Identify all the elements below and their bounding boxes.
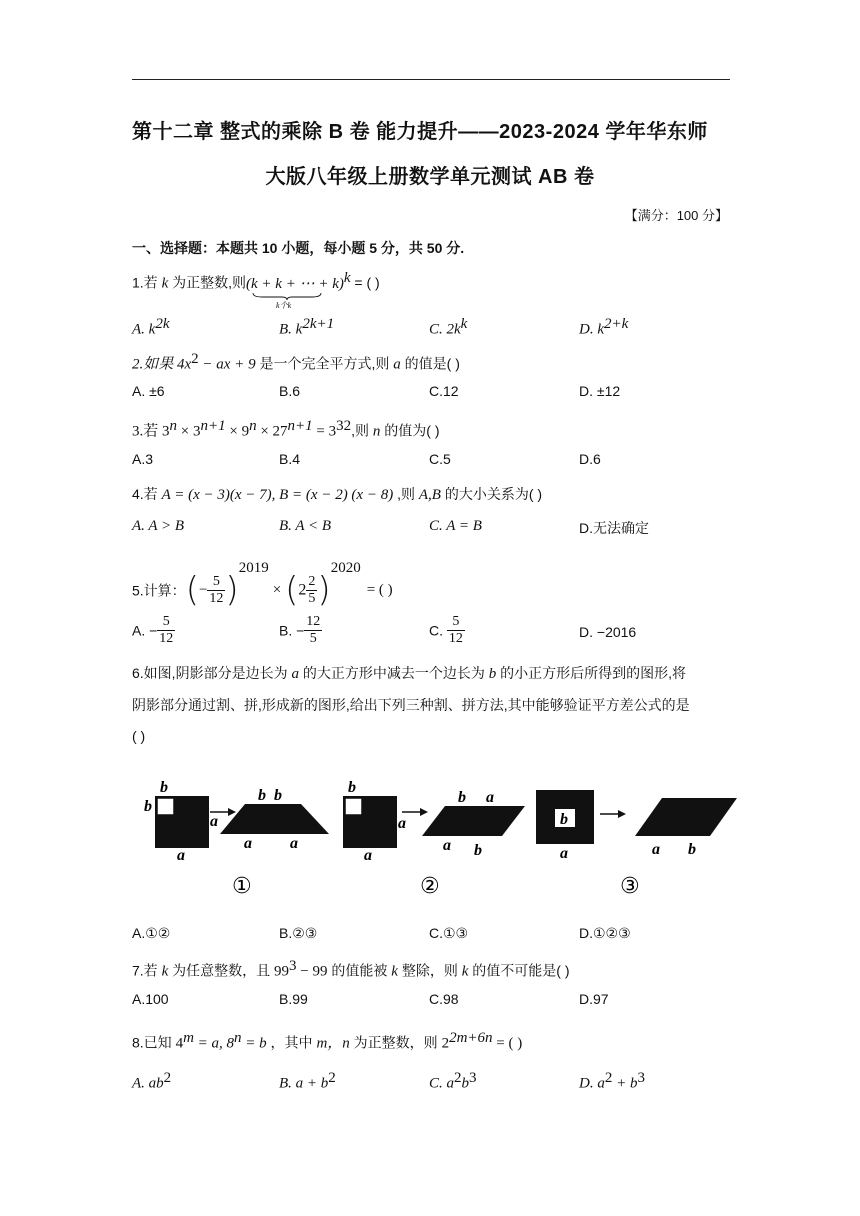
fig3-number: ③ xyxy=(620,874,640,899)
q6-option-a[interactable]: A.①② xyxy=(132,925,171,941)
svg-text:b: b xyxy=(474,842,482,859)
q4-options xyxy=(132,518,732,538)
q5-option-a[interactable]: A. − $\frac{5}{12}$ xyxy=(132,614,174,646)
question-5: 5.计算：(− $\frac{5}{12}$ )$^{2019}$× (2 $\frac{2}{5}$ )$^{2020}$= ( ) xyxy=(132,560,393,611)
fig1-label-b-left: b xyxy=(144,798,152,815)
figure-3 xyxy=(536,790,737,899)
header-rule xyxy=(132,79,730,80)
q7-option-b[interactable]: B.99 xyxy=(279,991,308,1007)
page-title-line-1: 第十二章 整式的乘除 B 卷 能力提升——2023-2024 学年华东师 xyxy=(132,121,708,143)
q5-option-d[interactable]: D. −2016 xyxy=(579,624,637,640)
figure-2 xyxy=(343,779,525,899)
svg-text:a: a xyxy=(290,835,298,852)
underbrace-icon xyxy=(252,292,322,300)
q6-option-d[interactable]: D.①②③ xyxy=(579,925,631,941)
q7-option-a[interactable]: A.100 xyxy=(132,991,169,1007)
q8-option-a[interactable]: A. $ab^2$ xyxy=(132,1070,172,1092)
q8-option-c[interactable]: C. $a^2b^3$ xyxy=(429,1070,477,1092)
full-score-label: 【满分：100 分】 xyxy=(624,208,728,223)
svg-text:b: b xyxy=(258,787,266,804)
q6-option-b[interactable]: B.②③ xyxy=(279,925,318,941)
q3-option-b[interactable]: B.4 xyxy=(279,451,301,467)
fig2-small-square xyxy=(345,798,362,815)
question-4: 4.若 A = (x − 3)(x − 7), B = (x − 2) (x − 8) ,则 A,B 的大小关系为( ) xyxy=(132,486,543,503)
svg-text:a: a xyxy=(486,789,494,806)
svg-text:b: b xyxy=(274,787,282,804)
section-heading: 一、选择题：本题共 10 小题，每小题 5 分，共 50 分. xyxy=(132,240,465,256)
q1-sum-expression: (k + k + ⋯ + k) xyxy=(246,275,344,292)
fig2-parallelogram xyxy=(422,806,525,836)
q7-option-c[interactable]: C.98 xyxy=(429,991,459,1007)
fig1-label-a: a xyxy=(177,847,185,864)
q2-option-b[interactable]: B.6 xyxy=(279,383,301,399)
svg-text:a: a xyxy=(560,845,568,862)
q4-option-c[interactable]: C. A = B xyxy=(429,518,482,534)
question-1: 1.若 k 为正整数,则(k + k + ⋯ + k) k个k $^k$ = ( ) xyxy=(132,270,380,310)
q8-option-d[interactable]: D. $a^2 + b^3$ xyxy=(579,1070,645,1092)
question-2: 2.如果 $4x^2$ − ax + 9 是一个完全平方式,则 a 的值是( ) xyxy=(132,351,460,373)
q2-option-a[interactable]: A. ±6 xyxy=(132,383,165,399)
q1-option-a[interactable]: A. $k^{2k}$ xyxy=(132,316,170,338)
q4-option-d[interactable]: D.无法确定 xyxy=(579,520,649,536)
svg-text:a: a xyxy=(443,837,451,854)
q1-option-c[interactable]: C. $2k^k$ xyxy=(429,316,468,338)
svg-text:a: a xyxy=(244,835,252,852)
fig1-label-b-top: b xyxy=(160,779,168,796)
svg-text:a: a xyxy=(398,815,406,832)
figure-1 xyxy=(144,779,329,899)
q5-option-b[interactable]: B. − $\frac{12}{5}$ xyxy=(279,614,321,646)
svg-text:a: a xyxy=(652,841,660,858)
fig1-arrow-label: a xyxy=(210,813,218,830)
question-8: 8.已知 $4^m = a$, $8^n = b$ ，其中 m，n 为正整数，则 $2^{2m+6n}$ = ( ) xyxy=(132,1030,523,1052)
q3-options xyxy=(132,451,732,471)
svg-text:a: a xyxy=(364,847,372,864)
q6-option-c[interactable]: C.①③ xyxy=(429,925,469,941)
q8-option-b[interactable]: B. $a + b^2$ xyxy=(279,1070,336,1092)
q2-option-d[interactable]: D. ±12 xyxy=(579,383,621,399)
q1-option-b[interactable]: B. $k^{2k+1}$ xyxy=(279,316,335,338)
q7-options xyxy=(132,991,732,1011)
q1-option-d[interactable]: D. $k^{2+k}$ xyxy=(579,316,629,338)
q1-options xyxy=(132,316,732,336)
q2-option-c[interactable]: C.12 xyxy=(429,383,459,399)
q2-options xyxy=(132,383,732,403)
underbrace-label: k个k xyxy=(276,300,292,310)
fig1-small-square xyxy=(157,798,174,815)
q3-option-d[interactable]: D.6 xyxy=(579,451,601,467)
q7-option-d[interactable]: D.97 xyxy=(579,991,609,1007)
page-title-line-2: 大版八年级上册数学单元测试 AB 卷 xyxy=(265,166,595,188)
q4-option-a[interactable]: A. A > B xyxy=(132,518,185,534)
fig1-number: ① xyxy=(232,874,252,899)
fig3-parallelogram xyxy=(635,798,737,836)
q5-option-c[interactable]: C. $\frac{5}{12}$ xyxy=(429,614,463,646)
question-7: 7.若 k 为任意整数，且 $99^3 - 99$ 的值能被 k 整除，则 k 的值不可能是( ) xyxy=(132,958,570,980)
q8-options xyxy=(132,1070,732,1090)
q4-option-b[interactable]: B. A < B xyxy=(279,518,332,534)
question-3: 3.若 $3^n \times 3^{n+1} \times 9^n \times 27^{n+1} = 3^{32}$,则 n 的值为( ) xyxy=(132,418,440,440)
question-6: 6.如图,阴影部分是边长为 a 的大正方形中减去一个边长为 b 的小正方形后所得到的图形,将 阴影部分通过割、拼,形成新的图形,给出下列三种割、拼方法,其中能够验证平方差公式的是 ( ) xyxy=(132,665,690,744)
q3-option-c[interactable]: C.5 xyxy=(429,451,451,467)
svg-text:b: b xyxy=(560,811,568,828)
svg-text:b: b xyxy=(458,789,466,806)
q6-figure xyxy=(140,778,740,903)
fig1-trapezoid xyxy=(220,804,329,834)
fig2-number: ② xyxy=(420,874,440,899)
q6-options xyxy=(132,925,732,945)
q3-option-a[interactable]: A.3 xyxy=(132,451,154,467)
svg-text:b: b xyxy=(348,779,356,796)
q5-options xyxy=(132,614,732,654)
svg-text:b: b xyxy=(688,841,696,858)
